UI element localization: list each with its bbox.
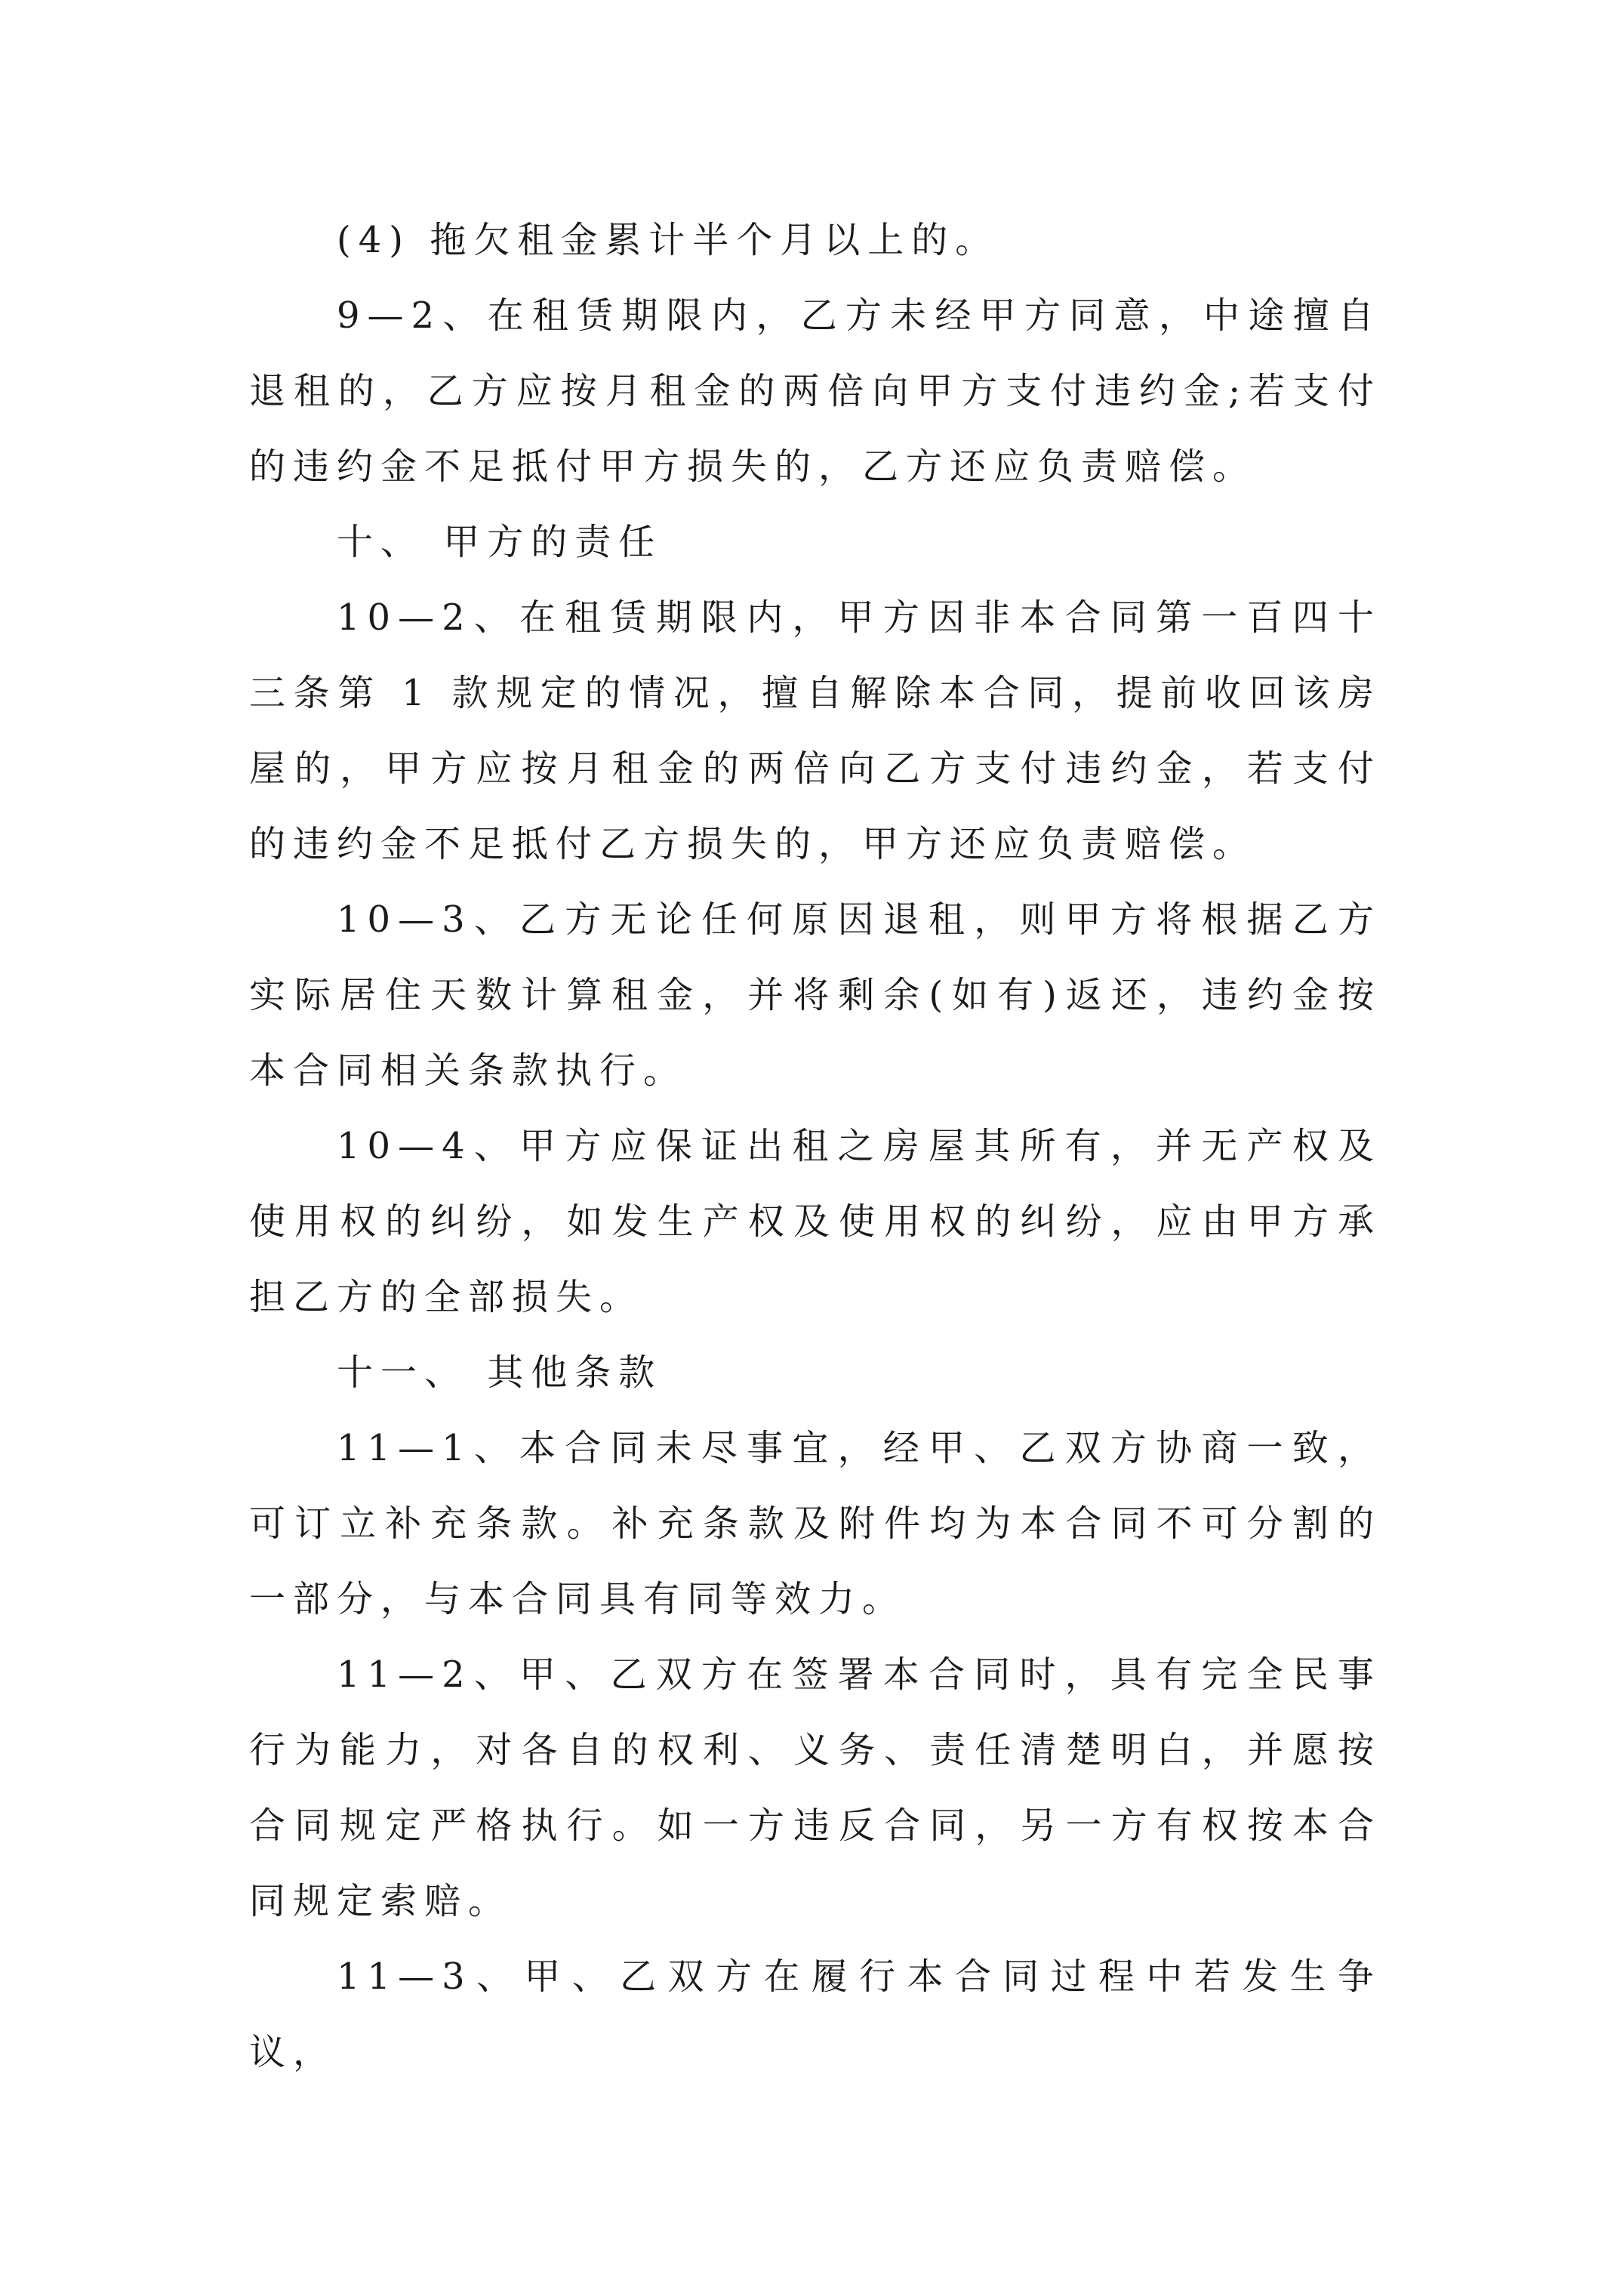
contract-body	[249, 202, 1381, 2090]
clause-10-3: 10—3、乙方无论任何原因退租，则甲方将根据乙方实际居住天数计算租金，并将剩余(如有)返还，违约金按本合同相关条款执行。	[249, 898, 1381, 1092]
clause-9-2: 9—2、在租赁期限内，乙方未经甲方同意，中途擅自退租的，乙方应按月租金的两倍向甲方支付违约金;若支付的违约金不足抵付甲方损失的，乙方还应负责赔偿。	[249, 294, 1381, 488]
section-11-heading: 十一、 其他条款	[337, 1351, 663, 1394]
clause-11-1: 11—1、本合同未尽事宜，经甲、乙双方协商一致，可订立补充条款。补充条款及附件均为本合同不可分割的一部分，与本合同具有同等效力。	[249, 1427, 1381, 1620]
clause-11-3: 11—3、甲、乙双方在履行本合同过程中若发生争议，	[249, 1955, 1381, 2073]
clause-11-2: 11—2、甲、乙双方在签署本合同时，具有完全民事行为能力，对各自的权利、义务、责任清楚明白，并愿按合同规定严格执行。如一方违反合同，另一方有权按本合同规定索赔。	[249, 1653, 1381, 1922]
clause-9-1-item-4: (4) 拖欠租金累计半个月以上的。	[337, 219, 999, 261]
section-10-heading: 十、 甲方的责任	[337, 521, 663, 563]
clause-10-2: 10—2、在租赁期限内，甲方因非本合同第一百四十三条第 1 款规定的情况，擅自解除本合同，提前收回该房屋的，甲方应按月租金的两倍向乙方支付违约金，若支付的违约金不足抵付乙方损失的，甲方还应负责赔偿。	[249, 596, 1381, 865]
clause-10-4: 10—4、甲方应保证出租之房屋其所有，并无产权及使用权的纠纷，如发生产权及使用权的纠纷，应由甲方承担乙方的全部损失。	[249, 1125, 1381, 1318]
